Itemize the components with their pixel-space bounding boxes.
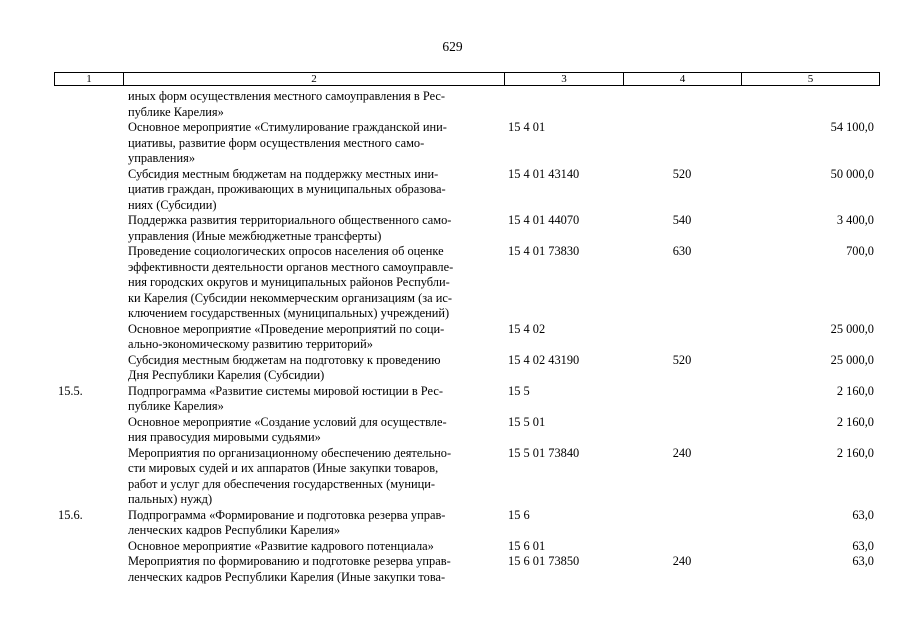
row-type: 630 xyxy=(672,244,692,258)
row-type: 520 xyxy=(672,166,692,181)
row-number xyxy=(54,89,123,120)
page-number: 629 xyxy=(442,39,463,54)
row-number xyxy=(54,167,123,214)
row-number: 15.5. xyxy=(58,383,83,398)
row-description: Подпрограмма «Развитие системы мировой юстиции в Рес- публике Карелия» xyxy=(128,383,443,413)
row-type xyxy=(623,384,741,415)
row-amount: 2 160,0 xyxy=(836,445,874,460)
row-amount xyxy=(741,89,880,120)
row-type xyxy=(623,508,741,539)
row-number xyxy=(54,415,123,446)
row-description: Основное мероприятие «Создание условий для осуществле- ния правосудия мировыми судьями» xyxy=(128,414,447,444)
row-amount: 63,0 xyxy=(852,554,874,568)
row-number xyxy=(54,120,123,167)
row-amount: 63,0 xyxy=(852,507,874,522)
row-code: 15 6 01 xyxy=(508,538,546,553)
table-row xyxy=(54,167,880,214)
row-description: Подпрограмма «Формирование и подготовка резерва управ- ленческих кадров Республики Карелия» xyxy=(128,507,446,537)
table-row xyxy=(54,322,880,353)
row-code: 15 4 01 44070 xyxy=(508,213,580,227)
row-amount: 54 100,0 xyxy=(830,120,874,134)
table-row xyxy=(54,384,880,415)
column-header-1: 1 xyxy=(55,73,124,85)
table-row xyxy=(54,446,880,508)
table-row xyxy=(54,554,880,585)
table-row xyxy=(54,120,880,167)
row-code: 15 4 01 43140 xyxy=(508,166,580,181)
row-number xyxy=(54,244,123,322)
row-number xyxy=(54,213,123,244)
row-code: 15 5 01 xyxy=(508,414,546,429)
column-header-3: 3 xyxy=(505,73,624,85)
row-type: 540 xyxy=(672,213,692,227)
row-code: 15 5 xyxy=(508,383,530,398)
row-type xyxy=(623,415,741,446)
table-row xyxy=(54,353,880,384)
row-description: Проведение социологических опросов населения об оценке эффективности деятельности органов местного самоуправле- ния городских округов и муниципальных районов Республи- ки Карелия (Субсидии некоммерческим организациям (за ис- ключением государственных (муниципальных) учреждений) xyxy=(128,244,454,320)
row-type xyxy=(623,89,741,120)
row-code: 15 6 01 73850 xyxy=(508,554,580,568)
row-type: 520 xyxy=(672,352,692,367)
row-description: Основное мероприятие «Проведение мероприятий по соци- ально-экономическому развитию территорий» xyxy=(128,321,445,351)
row-number xyxy=(54,446,123,508)
row-number xyxy=(54,539,123,555)
row-description: Основное мероприятие «Стимулирование гражданской ини- циативы, развитие форм осуществления местного само- управления» xyxy=(128,120,447,165)
row-description: Основное мероприятие «Развитие кадрового потенциала» xyxy=(128,538,434,553)
table-row xyxy=(54,508,880,539)
row-type xyxy=(623,120,741,167)
row-code: 15 4 02 xyxy=(508,321,546,336)
row-description: Субсидия местным бюджетам на поддержку местных ини- циатив граждан, проживающих в муниципальных образова- ниях (Субсидии) xyxy=(128,166,446,212)
row-type xyxy=(623,322,741,353)
column-header-4: 4 xyxy=(624,73,742,85)
table-row xyxy=(54,244,880,322)
row-code: 15 5 01 73840 xyxy=(508,445,580,460)
row-type: 240 xyxy=(672,445,692,460)
row-amount: 25 000,0 xyxy=(830,352,874,367)
row-number xyxy=(54,322,123,353)
table-header xyxy=(54,72,880,86)
row-amount: 3 400,0 xyxy=(836,213,874,227)
row-code: 15 4 01 73830 xyxy=(508,244,580,258)
row-amount: 50 000,0 xyxy=(830,166,874,181)
row-number xyxy=(54,554,123,585)
row-amount: 2 160,0 xyxy=(836,383,874,398)
row-amount: 25 000,0 xyxy=(830,321,874,336)
column-header-2: 2 xyxy=(124,73,505,85)
row-code: 15 6 xyxy=(508,507,530,522)
row-description: Мероприятия по организационному обеспечению деятельно- сти мировых судей и их аппаратов (Иные закупки товаров, работ и услуг для обеспечения государственных (муници- пальных) нужд) xyxy=(128,445,452,506)
table-row xyxy=(54,539,880,555)
row-description: Субсидия местным бюджетам на подготовку к проведению Дня Республики Карелия (Субсидии) xyxy=(128,352,441,382)
table-body xyxy=(54,89,880,585)
column-header-5: 5 xyxy=(807,73,814,85)
row-description: Мероприятия по формированию и подготовке резерва управ- ленческих кадров Республики Карелия (Иные закупки това- xyxy=(128,554,451,584)
row-type xyxy=(623,539,741,555)
row-description: Поддержка развития территориального общественного само- управления (Иные межбюджетные трансферты) xyxy=(128,213,452,243)
row-amount: 700,0 xyxy=(846,244,874,258)
table-row xyxy=(54,415,880,446)
row-code: 15 4 02 43190 xyxy=(508,352,580,367)
row-amount: 2 160,0 xyxy=(836,414,874,429)
row-number: 15.6. xyxy=(58,507,83,522)
row-type: 240 xyxy=(672,554,692,568)
table-row xyxy=(54,89,880,120)
row-number xyxy=(54,353,123,384)
row-description: иных форм осуществления местного самоуправления в Рес- публике Карелия» xyxy=(128,89,446,119)
row-amount: 63,0 xyxy=(852,538,874,553)
row-code: 15 4 01 xyxy=(508,120,546,134)
table-row xyxy=(54,213,880,244)
row-code xyxy=(504,89,623,120)
